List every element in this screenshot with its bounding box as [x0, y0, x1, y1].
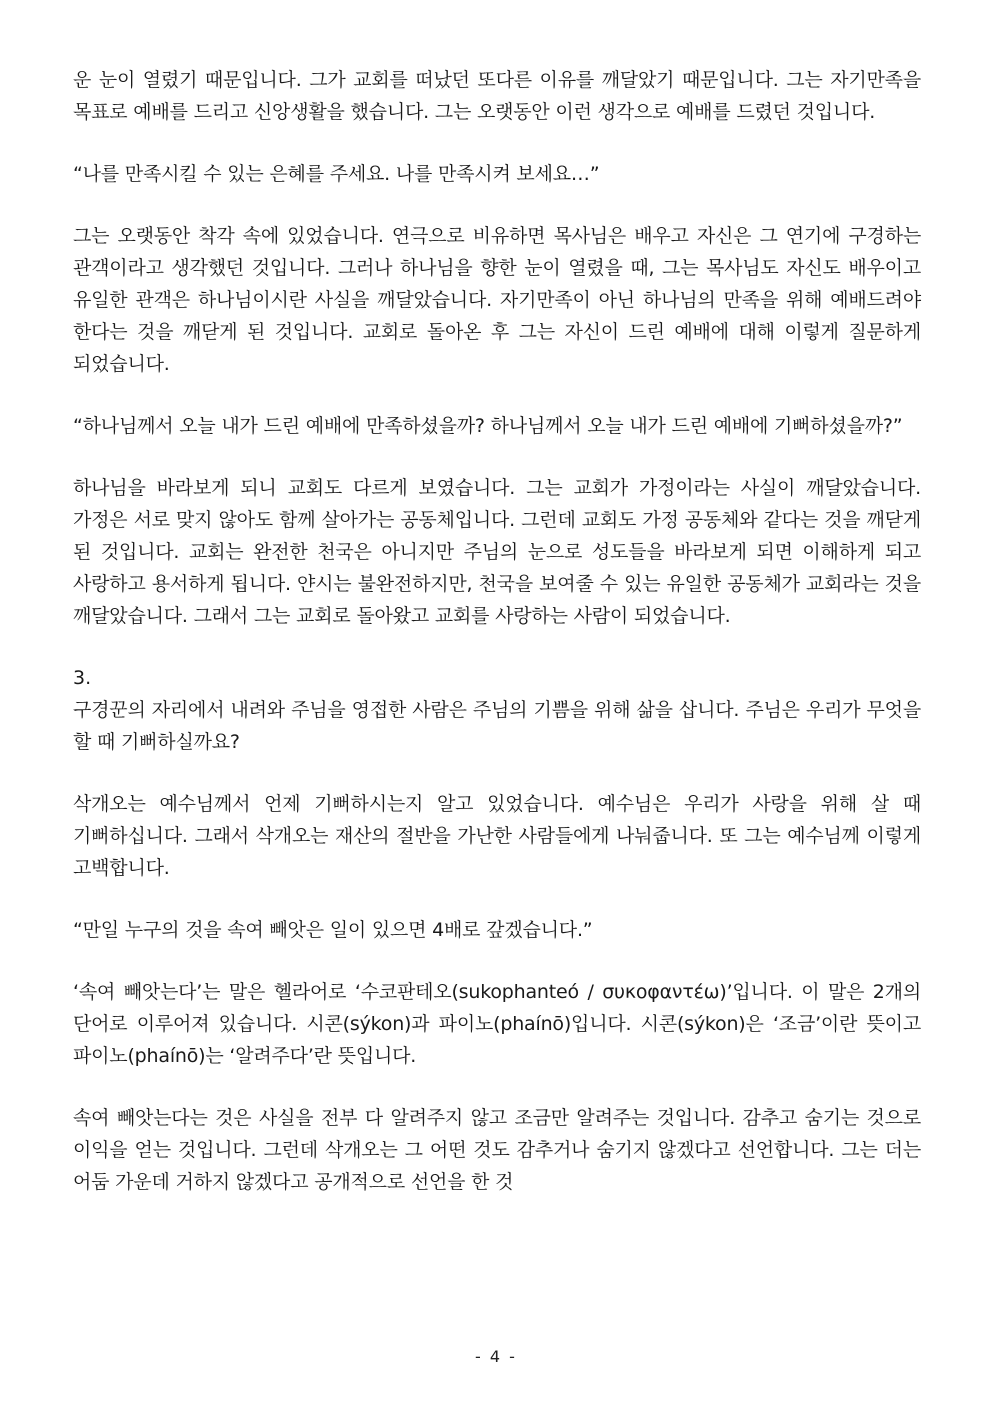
paragraph-spectator: 구경꾼의 자리에서 내려와 주님을 영접한 사람은 주님의 기쁨을 위해 삶을 삽니다. 주님은 우리가 무엇을 할 때 기뻐하실까요?	[73, 699, 921, 753]
section-number: 3.	[73, 667, 92, 689]
page-number: - 4 -	[475, 1347, 517, 1366]
document-body	[73, 64, 921, 1198]
paragraph-zacchaeus: 삭개오는 예수님께서 언제 기뻐하시는지 알고 있었습니다. 예수님은 우리가 사랑을 위해 살 때 기뻐하십니다. 그래서 삭개오는 재산의 절반을 가난한 사람들에게 나눠줍니다. 또 그는 예수님께 이렇게 고백합니다.	[73, 793, 921, 879]
quote-zacchaeus: “만일 누구의 것을 속여 빼앗은 일이 있으면 4배로 갚겠습니다.”	[73, 919, 593, 941]
quote-god-pleased: “하나님께서 오늘 내가 드린 예배에 만족하셨을까? 하나님께서 오늘 내가 드린 예배에 기뻐하셨을까?”	[73, 415, 903, 437]
paragraph-opening: 운 눈이 열렸기 때문입니다. 그가 교회를 떠났던 또다른 이유를 깨달았기 때문입니다. 그는 자기만족을 목표로 예배를 드리고 신앙생활을 했습니다. 그는 오랫동안 이런 생각으로 예배를 드렸던 것입니다.	[73, 69, 921, 123]
paragraph-hiding: 속여 빼앗는다는 것은 사실을 전부 다 알려주지 않고 조금만 알려주는 것입니다. 감추고 숨기는 것으로 이익을 얻는 것입니다. 그런데 삭개오는 그 어떤 것도 감추거나 숨기지 않겠다고 선언합니다. 그는 더는 어둠 가운데 거하지 않겠다고 공개적으로 선언을 한 것	[73, 1107, 921, 1193]
quote-satisfy-me: “나를 만족시킬 수 있는 은혜를 주세요. 나를 만족시켜 보세요…”	[73, 163, 600, 185]
paragraph-church-family: 하나님을 바라보게 되니 교회도 다르게 보였습니다. 그는 교회가 가정이라는 사실이 깨달았습니다. 가정은 서로 맞지 않아도 함께 살아가는 공동체입니다. 그런데 교회도 가정 공동체와 같다는 것을 깨닫게 된 것입니다. 교회는 완전한 천국은 아니지만 주님의 눈으로 성도들을 바라보게 되면 이해하게 되고 사랑하고 용서하게 됩니다. 얀시는 불완전하지만, 천국을 보여줄 수 있는 유일한 공동체가 교회라는 것을 깨달았습니다. 그래서 그는 교회로 돌아왔고 교회를 사랑하는 사람이 되었습니다.	[73, 477, 921, 627]
paragraph-greek-word: ‘속여 빼앗는다’는 말은 헬라어로 ‘수코판테오(sukophanteó / συκοφαντέω)’입니다. 이 말은 2개의 단어로 이루어져 있습니다. 시콘(sýkon)과 파이노(phaínō)입니다. 시콘(sýkon)은 ‘조금’이란 뜻이고 파이노(phaínō)는 ‘알려주다’란 뜻입니다.	[73, 981, 921, 1067]
paragraph-illusion: 그는 오랫동안 착각 속에 있었습니다. 연극으로 비유하면 목사님은 배우고 자신은 그 연기에 구경하는 관객이라고 생각했던 것입니다. 그러나 하나님을 향한 눈이 열렸을 때, 그는 목사님도 자신도 배우이고 유일한 관객은 하나님이시란 사실을 깨달았습니다. 자기만족이 아닌 하나님의 만족을 위해 예배드려야 한다는 것을 깨닫게 된 것입니다. 교회로 돌아온 후 그는 자신이 드린 예배에 대해 이렇게 질문하게 되었습니다.	[73, 225, 921, 375]
